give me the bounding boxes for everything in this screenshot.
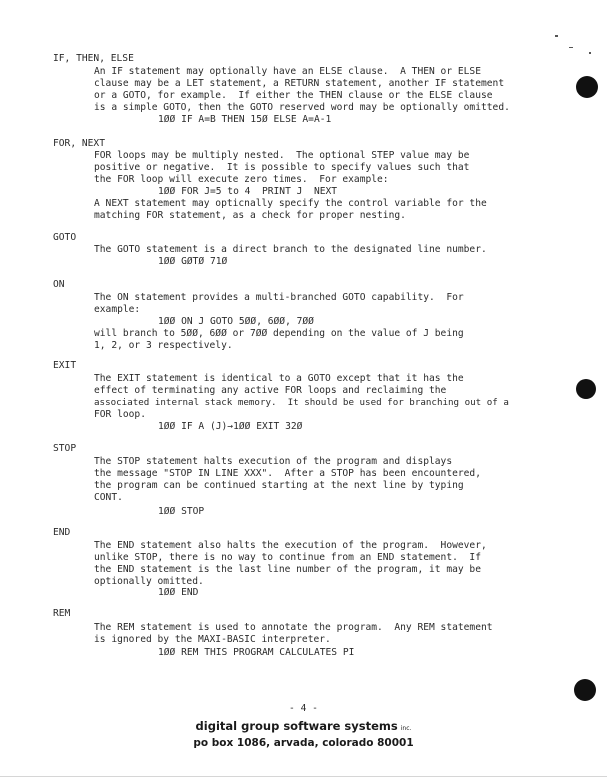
- scan-speck: [555, 35, 558, 37]
- footer-company: [0, 719, 607, 733]
- scan-speck: [589, 52, 591, 54]
- code-example: 1ØØ STOP: [158, 506, 205, 517]
- punch-hole-top: [576, 76, 598, 98]
- code-example: 1ØØ IF A=B THEN 15Ø ELSE A=A-1: [158, 114, 332, 125]
- section-heading: ON: [53, 279, 65, 290]
- code-example: 1ØØ FOR J=5 to 4 PRINT J NEXT: [158, 186, 338, 197]
- body-line: the message "STOP IN LINE XXX". After a STOP has been encountered,: [94, 468, 481, 479]
- body-line: or a GOTO, for example. If either the THEN clause or the ELSE clause: [94, 90, 493, 101]
- code-example: 1ØØ END: [158, 587, 199, 598]
- scan-edge-line: [0, 776, 607, 777]
- punch-hole-bottom: [574, 679, 596, 701]
- body-line: The REM statement is used to annotate the program. Any REM statement: [94, 622, 493, 633]
- footer-company-name: digital group software systems: [195, 719, 398, 733]
- body-line: The GOTO statement is a direct branch to the designated line number.: [94, 244, 487, 255]
- body-line: the FOR loop will execute zero times. For example:: [94, 174, 389, 185]
- body-line: FOR loops may be multiply nested. The optional STEP value may be: [94, 150, 470, 161]
- code-example: 1ØØ GØTØ 71Ø: [158, 256, 228, 267]
- scan-speck: [569, 47, 573, 48]
- section-heading: EXIT: [53, 360, 77, 371]
- section-heading: GOTO: [53, 232, 77, 243]
- body-line: will branch to 5ØØ, 6ØØ or 7ØØ depending on the value of J being: [94, 328, 464, 339]
- section-heading: FOR, NEXT: [53, 138, 105, 149]
- section-heading: REM: [53, 608, 71, 619]
- footer-inc: inc.: [400, 725, 412, 732]
- body-line: CONT.: [94, 492, 123, 503]
- body-line: 1, 2, or 3 respectively.: [94, 340, 233, 351]
- body-line: A NEXT statement may opticnally specify the control variable for the: [94, 198, 487, 209]
- body-line: An IF statement may optionally have an ELSE clause. A THEN or ELSE: [94, 66, 481, 77]
- page-number: - 4 -: [289, 703, 318, 714]
- body-line: clause may be a LET statement, a RETURN statement, another IF statement: [94, 78, 505, 89]
- body-line: the END statement is the last line number of the program, it may be: [94, 564, 481, 575]
- body-line: unlike STOP, there is no way to continue from an END statement. If: [94, 552, 481, 563]
- body-line: is a simple GOTO, then the GOTO reserved word may be optionally omitted.: [94, 102, 510, 113]
- body-line: associated internal stack memory. It should be used for branching out of a: [94, 397, 509, 408]
- section-heading: STOP: [53, 443, 77, 454]
- punch-hole-middle: [576, 379, 596, 399]
- code-example: 1ØØ REM THIS PROGRAM CALCULATES PI: [158, 647, 355, 658]
- body-line: matching FOR statement, as a check for proper nesting.: [94, 210, 406, 221]
- code-example: 1ØØ IF A (J)→1ØØ EXIT 32Ø: [158, 421, 303, 432]
- body-line: is ignored by the MAXI-BASIC interpreter.: [94, 634, 331, 645]
- body-line: The STOP statement halts execution of the program and displays: [94, 456, 453, 467]
- body-line: the program can be continued starting at the next line by typing: [94, 480, 464, 491]
- body-line: The ON statement provides a multi-branched GOTO capability. For: [94, 292, 464, 303]
- body-line: The END statement also halts the execution of the program. However,: [94, 540, 487, 551]
- section-heading: IF, THEN, ELSE: [53, 53, 134, 64]
- footer-address: po box 1086, arvada, colorado 80001: [193, 737, 414, 749]
- body-line: positive or negative. It is possible to specify values such that: [94, 162, 470, 173]
- body-line: effect of terminating any active FOR loops and reclaiming the: [94, 385, 447, 396]
- section-heading: END: [53, 527, 71, 538]
- code-example: 1ØØ ON J GOTO 5ØØ, 6ØØ, 7ØØ: [158, 316, 314, 327]
- body-line: optionally omitted.: [94, 576, 204, 587]
- body-line: example:: [94, 304, 141, 315]
- body-line: FOR loop.: [94, 409, 146, 420]
- body-line: The EXIT statement is identical to a GOTO except that it has the: [94, 373, 464, 384]
